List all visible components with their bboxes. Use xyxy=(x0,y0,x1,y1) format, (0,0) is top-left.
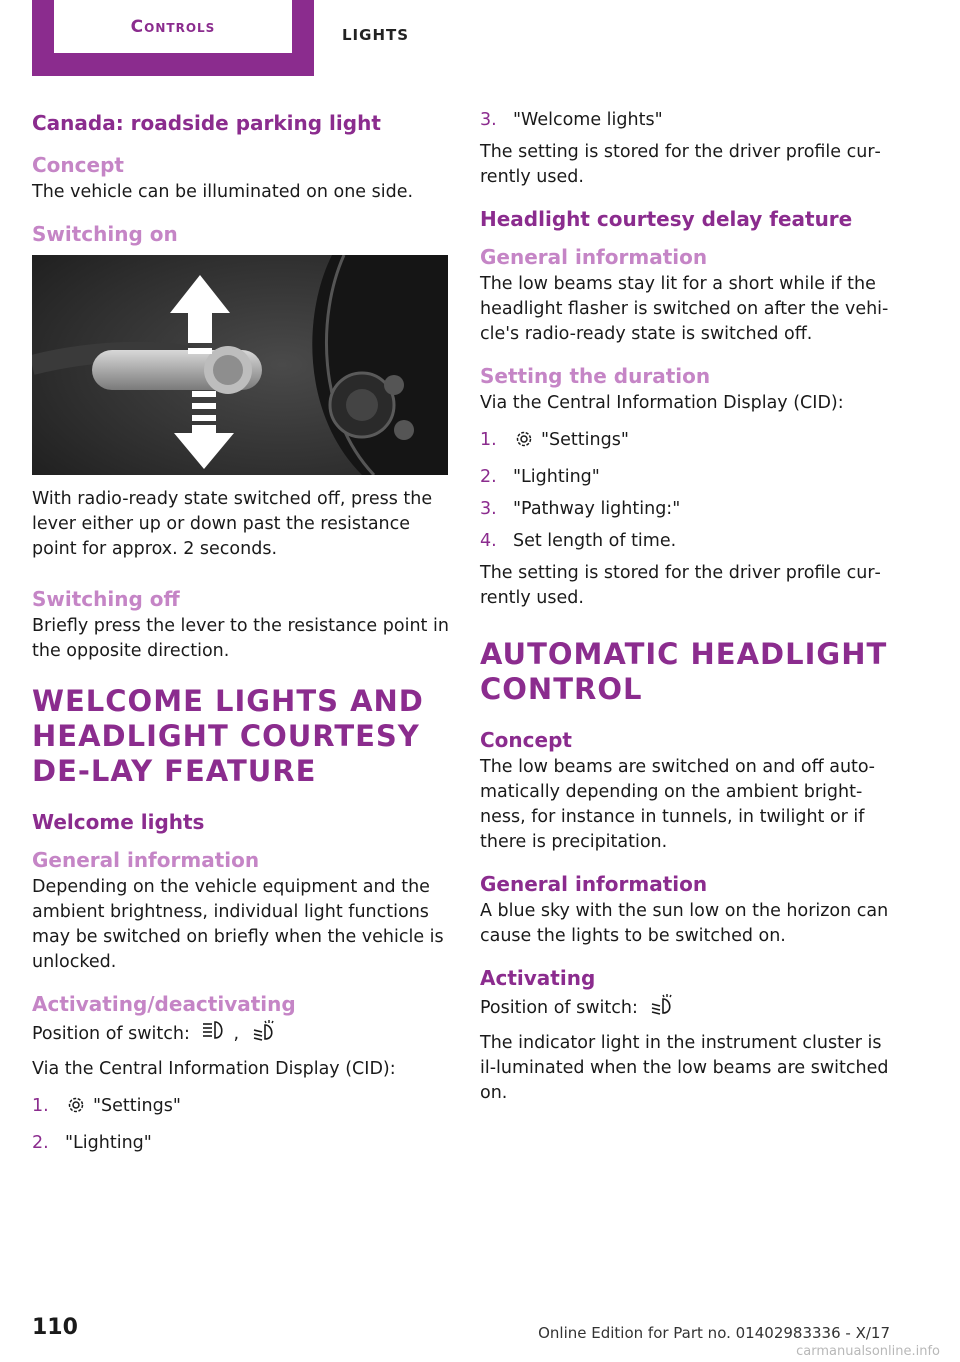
setting-duration-heading: Setting the duration xyxy=(480,364,711,388)
switching-on-text: With radio-ready state switched off, press the lever either up or down past the resistance point for approx. 2 seconds. xyxy=(32,489,433,559)
concept-text: The vehicle can be illuminated on one side. xyxy=(32,182,414,202)
step-number: 1. xyxy=(32,1096,49,1116)
welcome-steps-continued xyxy=(480,108,900,133)
step-text: "Pathway lighting:" xyxy=(513,499,681,519)
via-cid-text: Via the Central Information Display (CID): xyxy=(480,393,844,413)
list-item xyxy=(480,529,900,554)
lights-section-label: LIGHTS xyxy=(342,26,410,44)
switch-position-line xyxy=(32,1019,450,1049)
general-info-text: Depending on the vehicle equipment and the ambient brightness, individual light functions may be switched on briefly when the vehicle is unlocked. xyxy=(32,877,444,972)
via-cid-text: Via the Central Information Display (CID): xyxy=(32,1059,396,1079)
step-text: Set length of time. xyxy=(513,531,677,551)
activating-heading: Activating xyxy=(480,966,596,990)
low-beam-auto-icon xyxy=(251,1019,277,1049)
step-number: 2. xyxy=(32,1133,49,1153)
switch-position-separator: , xyxy=(233,1024,240,1044)
right-column xyxy=(480,108,900,1106)
step-number: 2. xyxy=(480,467,497,487)
auto-headlight-icon xyxy=(201,1019,227,1049)
page-number: 110 xyxy=(32,1315,78,1340)
step-text: "Lighting" xyxy=(513,467,600,487)
gear-icon xyxy=(513,428,535,458)
canada-parking-light-heading: Canada: roadside parking light xyxy=(32,111,381,135)
switch-position-label: Position of switch: xyxy=(480,998,638,1018)
list-item xyxy=(480,497,900,522)
list-item xyxy=(480,428,900,458)
step-text: "Lighting" xyxy=(65,1133,152,1153)
general-info-heading: General information xyxy=(32,848,260,872)
step-number: 3. xyxy=(480,110,497,130)
step-text: "Settings" xyxy=(541,430,629,450)
activating-deactivating-heading: Activating/deactivating xyxy=(32,992,296,1016)
concept-heading: Concept xyxy=(480,728,572,752)
general-info-heading: General information xyxy=(480,245,708,269)
switching-off-text: Briefly press the lever to the resistance point in the opposite direction. xyxy=(32,616,449,661)
watermark-text: carmanualsonline.info xyxy=(796,1344,940,1359)
list-item xyxy=(32,1131,450,1156)
courtesy-delay-heading: Headlight courtesy delay feature xyxy=(480,207,853,231)
general-info-text: The low beams stay lit for a short while if the headlight flasher is switched on after the vehi‐cle's radio-ready state is switched off. xyxy=(480,274,889,344)
list-item xyxy=(480,108,900,133)
lever-illustration xyxy=(32,255,448,475)
controls-tab-label: Controls xyxy=(54,0,292,53)
switching-on-heading: Switching on xyxy=(32,222,178,246)
low-beam-auto-icon xyxy=(649,993,675,1023)
step-text: "Settings" xyxy=(93,1096,181,1116)
concept-heading: Concept xyxy=(32,153,124,177)
list-item xyxy=(32,1094,450,1124)
welcome-lights-section-heading: WELCOME LIGHTS AND HEADLIGHT COURTESY DE‐LAY FEATURE xyxy=(32,684,424,788)
concept-text: The low beams are switched on and off auto‐matically depending on the ambient bright‐ness, for instance in tunnels, in twilight or if there is precipitation. xyxy=(480,757,875,852)
automatic-headlight-section-heading: AUTOMATIC HEADLIGHT CONTROL xyxy=(480,637,888,706)
stored-setting-text: The setting is stored for the driver profile cur‐rently used. xyxy=(480,563,881,608)
switch-position-line xyxy=(480,993,900,1023)
general-info-text: A blue sky with the sun low on the horizon can cause the lights to be switched on. xyxy=(480,901,889,946)
switch-position-label: Position of switch: xyxy=(32,1024,190,1044)
general-info-heading: General information xyxy=(480,872,708,896)
step-number: 3. xyxy=(480,499,497,519)
list-item xyxy=(480,465,900,490)
duration-steps-list xyxy=(480,428,900,554)
welcome-lights-heading: Welcome lights xyxy=(32,810,205,834)
switching-off-heading: Switching off xyxy=(32,587,180,611)
step-number: 4. xyxy=(480,531,497,551)
step-text: "Welcome lights" xyxy=(513,110,663,130)
gear-icon xyxy=(65,1094,87,1124)
stored-setting-text: The setting is stored for the driver profile cur‐rently used. xyxy=(480,142,881,187)
settings-steps-list xyxy=(32,1094,450,1156)
controls-tab[interactable] xyxy=(32,0,314,76)
edition-text: Online Edition for Part no. 01402983336 - X/17 xyxy=(538,1324,890,1342)
left-column xyxy=(32,108,450,1163)
lever-illustration-svg xyxy=(32,255,448,475)
indicator-light-text: The indicator light in the instrument cluster is il‐luminated when the low beams are switched on. xyxy=(480,1033,889,1103)
step-number: 1. xyxy=(480,430,497,450)
